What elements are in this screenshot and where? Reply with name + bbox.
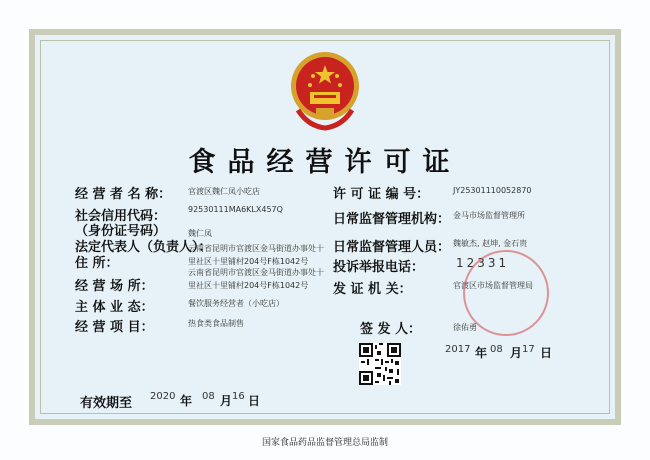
issue-month-unit: 月 xyxy=(510,346,523,360)
issue-year-unit: 年 xyxy=(475,346,488,360)
issue-day: 17 xyxy=(522,344,535,355)
hotline-value: 12331 xyxy=(456,256,510,270)
legal-rep-label: 法定代表人（负责人）： xyxy=(75,240,212,255)
issue-year: 2017 xyxy=(445,344,471,355)
entity-type-value: 餐饮服务经营者（小吃店） xyxy=(188,299,284,308)
validity-year-unit: 年 xyxy=(180,394,193,408)
signer-label: 签 发 人： xyxy=(360,322,422,337)
entity-type-label: 主 体 业 态： xyxy=(75,300,154,315)
issuing-authority-value: 官渡区市场监督管理局 xyxy=(453,281,533,290)
supervision-officers-value: 魏敏杰, 赵坤, 金石贵 xyxy=(453,239,528,248)
official-seal-icon xyxy=(463,250,549,336)
premises-label: 经 营 场 所： xyxy=(75,279,154,294)
operator-name-label: 经 营 者 名 称： xyxy=(75,187,172,202)
national-emblem-icon xyxy=(288,48,362,132)
legal-rep-value: 魏仁凤 xyxy=(188,229,212,238)
business-items-label: 经 营 项 目： xyxy=(75,320,154,335)
issue-month: 08 xyxy=(490,344,503,355)
address-label: 住 所： xyxy=(75,256,119,271)
signer-value: 徐佑勇 xyxy=(453,323,477,332)
issuing-authority-label: 发 证 机 关： xyxy=(333,282,412,297)
validity-month-unit: 月 xyxy=(220,394,233,408)
validity-year: 2020 xyxy=(150,391,176,402)
validity-label: 有效期至 xyxy=(80,396,133,411)
business-items-value: 热食类食品制售 xyxy=(188,319,244,328)
id-number-label: （身份证号码） xyxy=(75,224,167,239)
supervision-officers-label: 日常监督管理人员： xyxy=(333,240,451,255)
issue-day-unit: 日 xyxy=(540,346,553,360)
license-number-label: 许 可 证 编 号： xyxy=(333,187,430,202)
premises-value: 云南省昆明市官渡区金马街道办事处十里社区十里铺村204号F栋1042号 xyxy=(188,268,324,290)
address-value: 云南省昆明市官渡区金马街道办事处十里社区十里铺村204号F栋1042号 xyxy=(188,244,324,266)
operator-name-value: 官渡区魏仁凤小吃店 xyxy=(188,187,260,196)
validity-day-unit: 日 xyxy=(248,394,261,408)
validity-month: 08 xyxy=(202,391,215,402)
hotline-label: 投诉举报电话： xyxy=(333,260,425,275)
validity-day: 16 xyxy=(232,391,245,402)
supervision-authority-label: 日常监督管理机构： xyxy=(333,212,451,227)
credit-code-value: 92530111MA6KLX457Q xyxy=(188,205,283,214)
supervision-authority-value: 金马市场监督管理所 xyxy=(453,211,525,220)
license-number-value: JY25301110052870 xyxy=(453,186,532,195)
qr-code-icon xyxy=(359,343,401,385)
credit-code-label: 社会信用代码： xyxy=(75,209,167,224)
certificate-title: 食品经营许可证 xyxy=(188,147,462,178)
footer-issuer-note: 国家食品药品监督管理总局监制 xyxy=(261,438,388,448)
